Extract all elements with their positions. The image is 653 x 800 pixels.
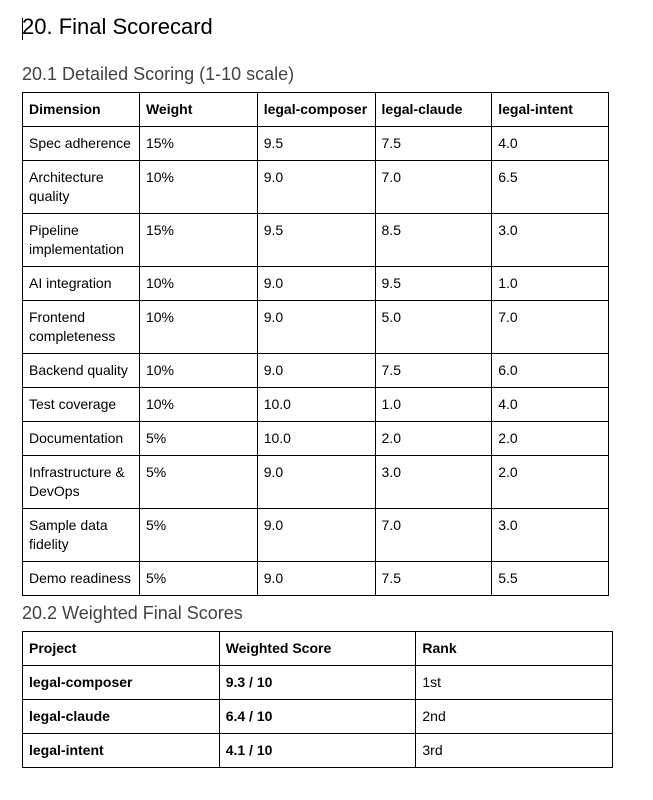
table-cell: AI integration xyxy=(23,267,140,301)
table-row xyxy=(23,562,609,596)
table-cell: 7.5 xyxy=(375,354,492,388)
weighted-score-cell: 6.4 / 10 xyxy=(219,700,416,734)
table-cell: 9.5 xyxy=(257,214,375,267)
rank-cell: 3rd xyxy=(416,734,613,768)
table-cell: 9.0 xyxy=(257,509,375,562)
table-cell: 10% xyxy=(139,267,257,301)
table-row xyxy=(23,734,613,768)
table-cell: 3.0 xyxy=(492,509,609,562)
table-cell: 10% xyxy=(139,354,257,388)
weighted-scores-heading: 20.2 Weighted Final Scores xyxy=(22,603,243,623)
column-header: legal-composer xyxy=(257,93,375,127)
table-cell: 5% xyxy=(139,562,257,596)
column-header: Dimension xyxy=(23,93,140,127)
column-header: Weighted Score xyxy=(219,632,416,666)
table-cell: Backend quality xyxy=(23,354,140,388)
table-cell: 10% xyxy=(139,388,257,422)
table-cell: 9.0 xyxy=(257,267,375,301)
table-row xyxy=(23,301,609,354)
table-cell: 4.0 xyxy=(492,127,609,161)
table-cell: 9.0 xyxy=(257,562,375,596)
table-cell: 10% xyxy=(139,161,257,214)
table-row xyxy=(23,267,609,301)
table-row xyxy=(23,214,609,267)
weighted-score-cell: 9.3 / 10 xyxy=(219,666,416,700)
table-header-row xyxy=(23,632,613,666)
table-cell: 7.5 xyxy=(375,127,492,161)
table-row xyxy=(23,509,609,562)
table-cell: 6.5 xyxy=(492,161,609,214)
table-cell: 7.0 xyxy=(375,509,492,562)
column-header: legal-intent xyxy=(492,93,609,127)
table-cell: Sample data fidelity xyxy=(23,509,140,562)
table-cell: Demo readiness xyxy=(23,562,140,596)
table-cell: 10.0 xyxy=(257,388,375,422)
table-cell: Frontend completeness xyxy=(23,301,140,354)
table-cell: 9.0 xyxy=(257,161,375,214)
table-cell: 4.0 xyxy=(492,388,609,422)
table-cell: Infrastructure & DevOps xyxy=(23,456,140,509)
column-header: Project xyxy=(23,632,220,666)
detailed-scoring-table xyxy=(22,92,609,596)
table-cell: 1.0 xyxy=(375,388,492,422)
table-cell: Test coverage xyxy=(23,388,140,422)
table-row xyxy=(23,700,613,734)
table-cell: 2.0 xyxy=(492,456,609,509)
table-cell: 15% xyxy=(139,127,257,161)
table-cell: 3.0 xyxy=(375,456,492,509)
column-header: Weight xyxy=(139,93,257,127)
table-cell: 9.5 xyxy=(257,127,375,161)
table-cell: 7.5 xyxy=(375,562,492,596)
table-cell: 7.0 xyxy=(492,301,609,354)
table-row xyxy=(23,422,609,456)
table-cell: 9.0 xyxy=(257,301,375,354)
table-cell: Architecture quality xyxy=(23,161,140,214)
table-cell: 2.0 xyxy=(375,422,492,456)
table-cell: Spec adherence xyxy=(23,127,140,161)
column-header: Rank xyxy=(416,632,613,666)
table-row xyxy=(23,127,609,161)
table-row xyxy=(23,388,609,422)
table-cell: 2.0 xyxy=(492,422,609,456)
table-cell: 6.0 xyxy=(492,354,609,388)
table-header-row xyxy=(23,93,609,127)
page-title: 20. Final Scorecard xyxy=(22,14,213,39)
table-cell: 15% xyxy=(139,214,257,267)
table-cell: 5% xyxy=(139,456,257,509)
project-name-cell: legal-claude xyxy=(23,700,220,734)
table-cell: 10.0 xyxy=(257,422,375,456)
table-row xyxy=(23,354,609,388)
weighted-scores-table xyxy=(22,631,613,768)
detailed-scoring-heading: 20.1 Detailed Scoring (1-10 scale) xyxy=(22,64,295,84)
project-name-cell: legal-intent xyxy=(23,734,220,768)
table-cell: 5% xyxy=(139,509,257,562)
table-cell: 10% xyxy=(139,301,257,354)
table-cell: 9.5 xyxy=(375,267,492,301)
rank-cell: 1st xyxy=(416,666,613,700)
table-cell: Documentation xyxy=(23,422,140,456)
weighted-score-cell: 4.1 / 10 xyxy=(219,734,416,768)
table-row xyxy=(23,456,609,509)
table-row xyxy=(23,161,609,214)
table-cell: 3.0 xyxy=(492,214,609,267)
table-cell: 5.0 xyxy=(375,301,492,354)
table-cell: 5% xyxy=(139,422,257,456)
column-header: legal-claude xyxy=(375,93,492,127)
table-cell: 8.5 xyxy=(375,214,492,267)
table-cell: 5.5 xyxy=(492,562,609,596)
table-cell: 9.0 xyxy=(257,456,375,509)
rank-cell: 2nd xyxy=(416,700,613,734)
table-cell: 9.0 xyxy=(257,354,375,388)
table-row xyxy=(23,666,613,700)
table-cell: Pipeline implementation xyxy=(23,214,140,267)
table-cell: 1.0 xyxy=(492,267,609,301)
project-name-cell: legal-composer xyxy=(23,666,220,700)
table-cell: 7.0 xyxy=(375,161,492,214)
